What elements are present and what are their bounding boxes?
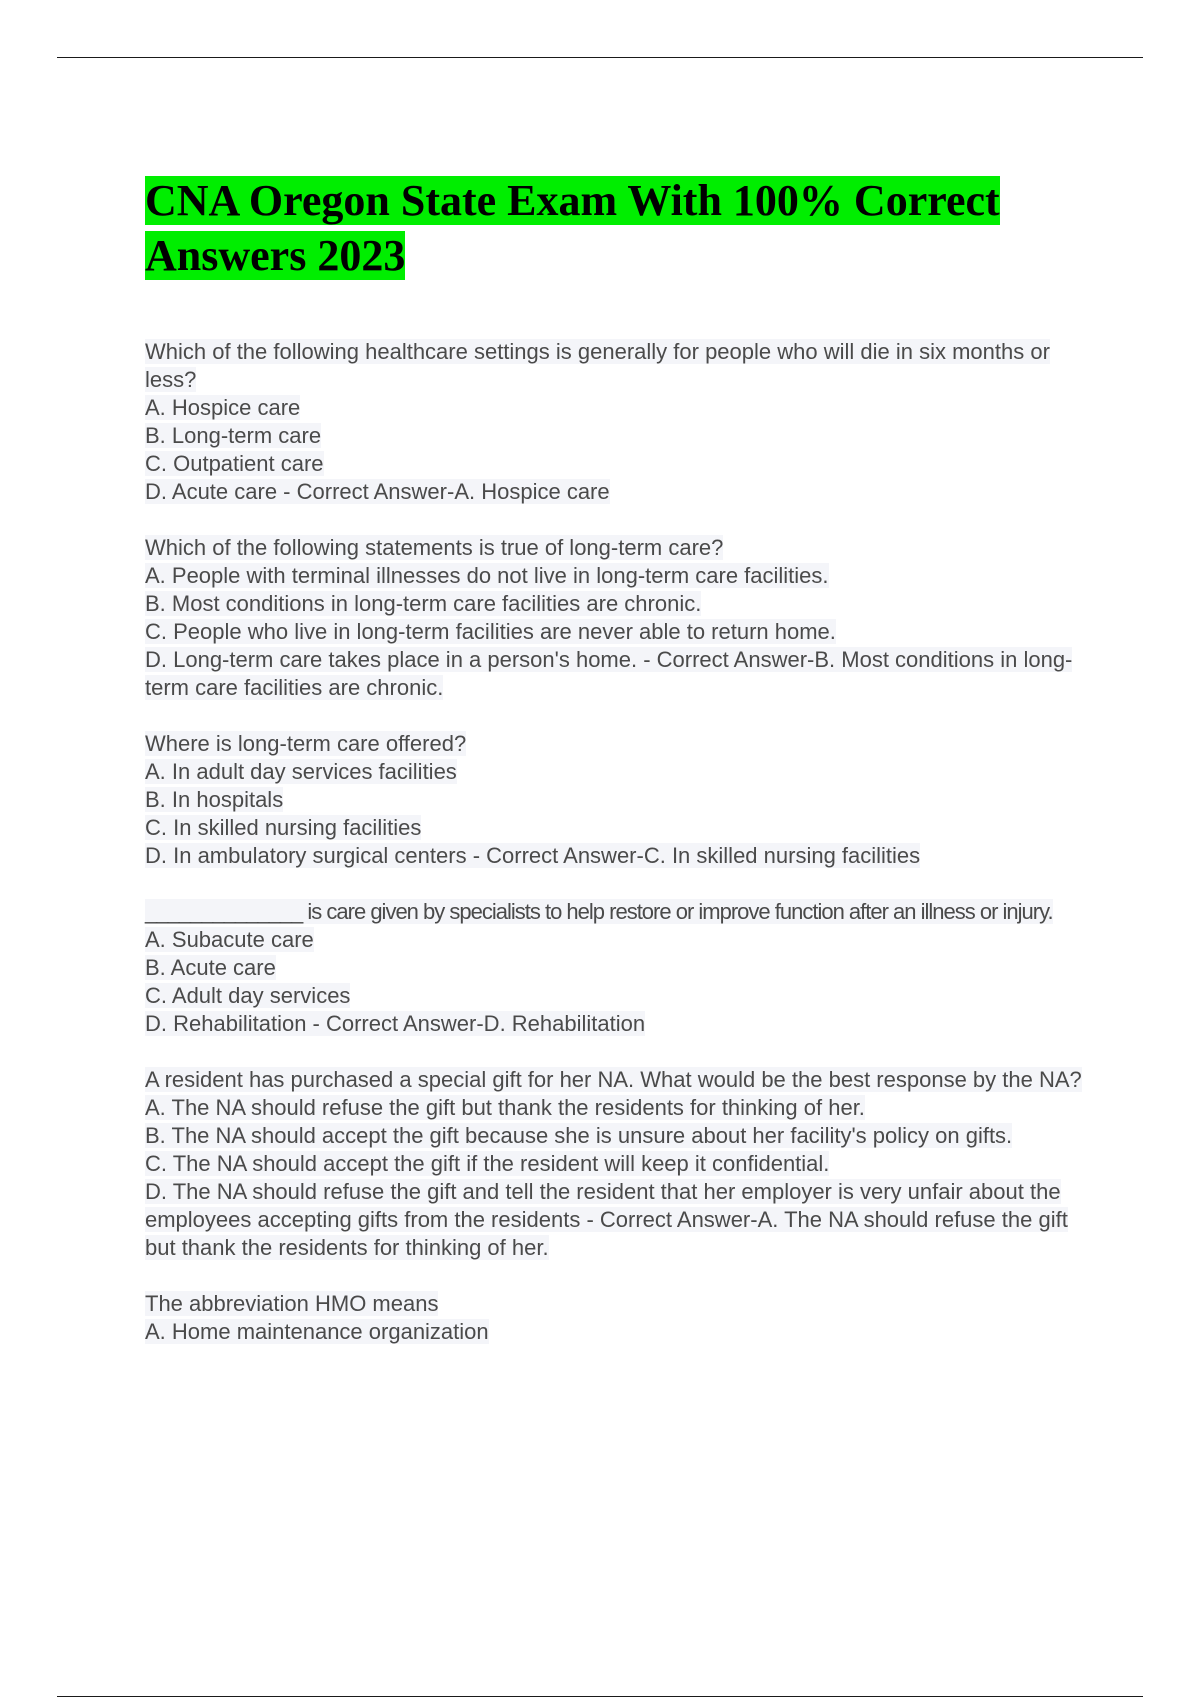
answer-option: C. The NA should accept the gift if the resident will keep it confidential.: [145, 1151, 830, 1176]
question-text: Which of the following healthcare settings is generally for people who will die in six months or less?: [145, 339, 1050, 392]
question-text: A resident has purchased a special gift for her NA. What would be the best response by the NA?: [145, 1067, 1082, 1092]
document-body: [145, 173, 1085, 1374]
answer-option: A. In adult day services facilities: [145, 759, 457, 784]
question-block-2: [145, 534, 1085, 702]
answer-option: A. The NA should refuse the gift but thank the residents for thinking of her.: [145, 1095, 865, 1120]
answer-option: C. People who live in long-term facilities are never able to return home.: [145, 619, 836, 644]
answer-option: C. Adult day services: [145, 983, 351, 1008]
question-block-6: [145, 1290, 1085, 1346]
question-block-1: [145, 338, 1085, 506]
answer-option: B. In hospitals: [145, 787, 284, 812]
answer-option: B. Long-term care: [145, 423, 322, 448]
answer-option: B. The NA should accept the gift because she is unsure about her facility's policy on gifts.: [145, 1123, 1013, 1148]
question-text: Which of the following statements is true of long-term care?: [145, 535, 724, 560]
question-text: Where is long-term care offered?: [145, 731, 467, 756]
question-text: ______________ is care given by specialists to help restore or improve function after an illness or injury.: [145, 899, 1053, 924]
answer-option: A. Home maintenance organization: [145, 1319, 489, 1344]
answer-option: A. People with terminal illnesses do not live in long-term care facilities.: [145, 563, 829, 588]
footer-rule: [57, 1696, 1143, 1697]
question-text: The abbreviation HMO means: [145, 1291, 439, 1316]
answer-option-with-correct-answer: D. The NA should refuse the gift and tell the resident that her employer is very unfair about the employees accepting gifts from the residents - Correct Answer-A. The NA should refuse the gift but thank the residents for thinking of her.: [145, 1179, 1068, 1260]
answer-option-with-correct-answer: D. Long-term care takes place in a person's home. - Correct Answer-B. Most conditions in long-term care facilities are chronic.: [145, 647, 1073, 700]
document-title: [145, 173, 1085, 283]
answer-option: A. Hospice care: [145, 395, 301, 420]
answer-option-with-correct-answer: D. Acute care - Correct Answer-A. Hospice care: [145, 479, 610, 504]
question-block-5: [145, 1066, 1085, 1262]
answer-option: C. In skilled nursing facilities: [145, 815, 422, 840]
answer-option: A. Subacute care: [145, 927, 314, 952]
answer-option: B. Acute care: [145, 955, 276, 980]
answer-option-with-correct-answer: D. Rehabilitation - Correct Answer-D. Rehabilitation: [145, 1011, 646, 1036]
question-block-4: [145, 898, 1085, 1038]
answer-option-with-correct-answer: D. In ambulatory surgical centers - Correct Answer-C. In skilled nursing facilities: [145, 843, 921, 868]
answer-option: C. Outpatient care: [145, 451, 324, 476]
question-block-3: [145, 730, 1085, 870]
answer-option: B. Most conditions in long-term care facilities are chronic.: [145, 591, 702, 616]
header-rule: [57, 57, 1143, 58]
title-highlight: CNA Oregon State Exam With 100% Correct Answers 2023: [145, 176, 1000, 280]
